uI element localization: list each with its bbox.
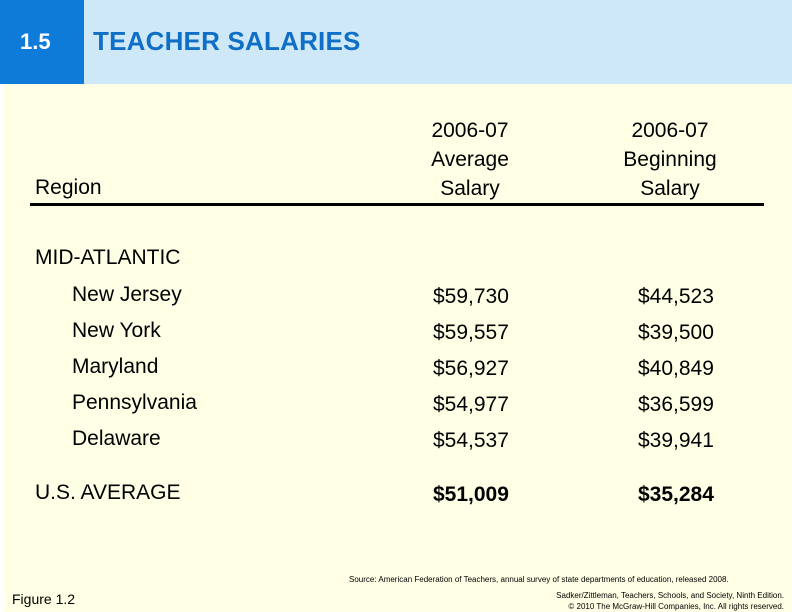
slide-number-box <box>0 0 84 84</box>
group-label: MID-ATLANTIC <box>35 246 181 269</box>
citation-line: © 2010 The McGraw-Hill Companies, Inc. All rights reserved. <box>568 602 784 611</box>
table-row-average: $59,557 <box>433 321 509 344</box>
column-header-line: Salary <box>640 177 700 200</box>
table-row-region: Maryland <box>72 355 159 378</box>
table-row-region: Pennsylvania <box>72 391 197 414</box>
total-row-beginning: $35,284 <box>638 483 714 506</box>
column-header-line: 2006-07 <box>631 119 709 142</box>
column-header-beginning-salary <box>600 116 740 203</box>
table-row-beginning: $39,500 <box>638 321 714 344</box>
copyright-citation <box>556 590 784 612</box>
column-header-line: Salary <box>440 177 500 200</box>
column-header-line: 2006-07 <box>431 119 509 142</box>
left-margin-bar <box>0 0 4 612</box>
citation-line: Sadker/Zittleman, Teachers, Schools, and Society, Ninth Edition. <box>556 591 784 600</box>
title-band <box>84 0 792 84</box>
column-header-region: Region <box>35 176 102 199</box>
column-header-average-salary <box>410 116 530 203</box>
table-row-average: $54,537 <box>433 429 509 452</box>
table-row-average: $56,927 <box>433 357 509 380</box>
total-row-average: $51,009 <box>433 483 509 506</box>
table-row-average: $59,730 <box>433 285 509 308</box>
figure-label: Figure 1.2 <box>12 591 76 607</box>
table-row-region: New York <box>72 319 161 342</box>
column-header-line: Beginning <box>623 148 717 171</box>
table-row-region: New Jersey <box>72 283 182 306</box>
source-note: Source: American Federation of Teachers, annual survey of state departments of education, released 2008. <box>349 575 729 584</box>
page-title: TEACHER SALARIES <box>93 26 361 56</box>
table-row-beginning: $40,849 <box>638 357 714 380</box>
slide-number: 1.5 <box>20 29 51 54</box>
table-row-beginning: $39,941 <box>638 429 714 452</box>
table-row-average: $54,977 <box>433 393 509 416</box>
column-header-line: Average <box>431 148 509 171</box>
table-row-beginning: $36,599 <box>638 393 714 416</box>
table-row-beginning: $44,523 <box>638 285 714 308</box>
table-row-region: Delaware <box>72 427 161 450</box>
total-row-label: U.S. AVERAGE <box>35 481 181 504</box>
header-divider <box>30 203 764 206</box>
